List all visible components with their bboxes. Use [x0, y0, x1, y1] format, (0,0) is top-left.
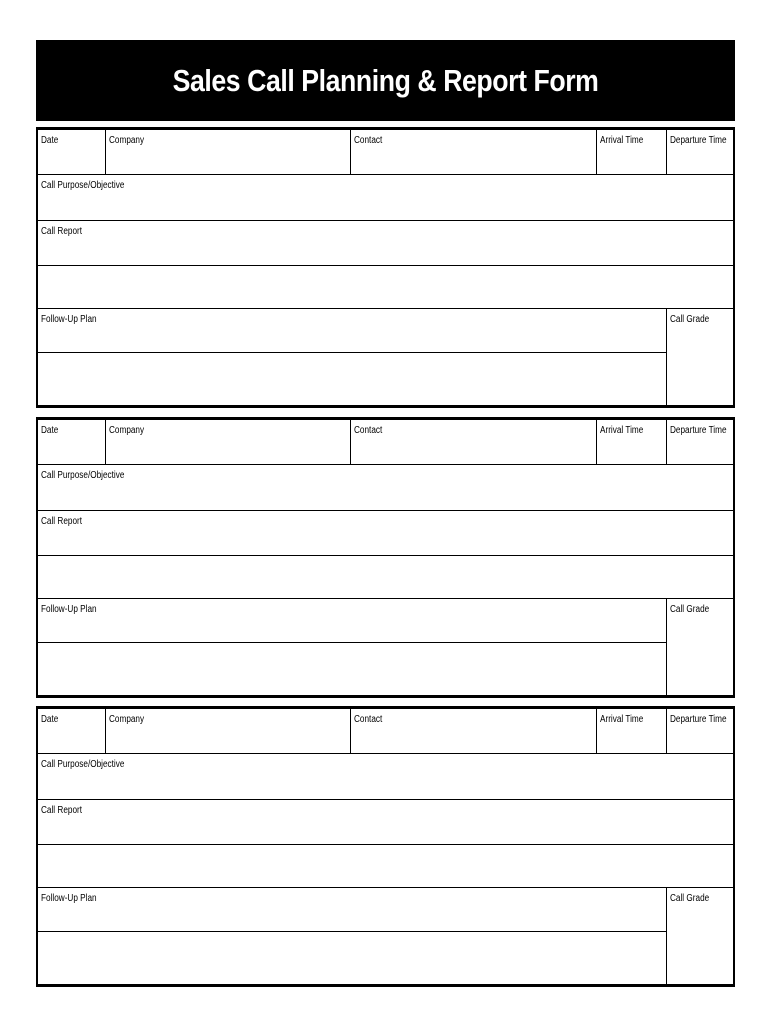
- follow-up-plan-label: Follow-Up Plan: [41, 893, 97, 904]
- call-purpose-label: Call Purpose/Objective: [41, 759, 125, 770]
- follow-up-plan-continued-field[interactable]: [38, 643, 666, 695]
- call-report-continued-field[interactable]: [38, 266, 733, 308]
- departure-time-label: Departure Time: [670, 135, 727, 146]
- call-report-field[interactable]: [38, 800, 733, 844]
- call-form-1: [36, 127, 735, 408]
- call-form-3: [36, 706, 735, 987]
- title-bar: [36, 40, 735, 121]
- divider: [596, 420, 597, 464]
- follow-up-plan-field[interactable]: [38, 309, 666, 352]
- date-field[interactable]: [38, 420, 106, 464]
- call-purpose-field[interactable]: [38, 175, 733, 220]
- divider: [666, 709, 667, 753]
- departure-time-label: Departure Time: [670, 714, 727, 725]
- call-report-field[interactable]: [38, 511, 733, 555]
- company-field[interactable]: [106, 130, 351, 174]
- call-purpose-field[interactable]: [38, 754, 733, 799]
- divider: [350, 130, 351, 174]
- follow-up-plan-continued-field[interactable]: [38, 353, 666, 405]
- company-label: Company: [109, 714, 145, 725]
- follow-up-plan-label: Follow-Up Plan: [41, 604, 97, 615]
- call-report-continued-field[interactable]: [38, 556, 733, 598]
- call-grade-field[interactable]: [667, 888, 733, 984]
- date-field[interactable]: [38, 709, 106, 753]
- follow-up-plan-label: Follow-Up Plan: [41, 314, 97, 325]
- date-field[interactable]: [38, 130, 106, 174]
- date-label: Date: [41, 714, 59, 725]
- call-grade-label: Call Grade: [670, 893, 710, 904]
- call-purpose-label: Call Purpose/Objective: [41, 180, 125, 191]
- call-report-label: Call Report: [41, 226, 83, 237]
- company-field[interactable]: [106, 709, 351, 753]
- divider: [596, 709, 597, 753]
- call-report-continued-field[interactable]: [38, 845, 733, 887]
- arrival-time-field[interactable]: [597, 420, 667, 464]
- departure-time-label: Departure Time: [670, 425, 727, 436]
- divider: [666, 420, 667, 464]
- company-label: Company: [109, 425, 145, 436]
- date-label: Date: [41, 135, 59, 146]
- call-purpose-field[interactable]: [38, 465, 733, 510]
- call-grade-label: Call Grade: [670, 604, 710, 615]
- divider: [105, 709, 106, 753]
- date-label: Date: [41, 425, 59, 436]
- company-field[interactable]: [106, 420, 351, 464]
- contact-field[interactable]: [351, 130, 597, 174]
- departure-time-field[interactable]: [667, 709, 733, 753]
- call-report-label: Call Report: [41, 516, 83, 527]
- contact-field[interactable]: [351, 420, 597, 464]
- page-title: Sales Call Planning & Report Form: [172, 62, 599, 98]
- follow-up-plan-field[interactable]: [38, 599, 666, 642]
- follow-up-plan-continued-field[interactable]: [38, 932, 666, 984]
- divider: [666, 130, 667, 174]
- divider: [105, 130, 106, 174]
- call-report-label: Call Report: [41, 805, 83, 816]
- call-purpose-label: Call Purpose/Objective: [41, 470, 125, 481]
- call-grade-field[interactable]: [667, 309, 733, 405]
- contact-field[interactable]: [351, 709, 597, 753]
- divider: [350, 709, 351, 753]
- arrival-time-field[interactable]: [597, 709, 667, 753]
- call-form-2: [36, 417, 735, 698]
- call-grade-field[interactable]: [667, 599, 733, 695]
- departure-time-field[interactable]: [667, 130, 733, 174]
- divider: [105, 420, 106, 464]
- arrival-time-label: Arrival Time: [600, 135, 644, 146]
- departure-time-field[interactable]: [667, 420, 733, 464]
- divider: [596, 130, 597, 174]
- contact-label: Contact: [354, 425, 383, 436]
- arrival-time-label: Arrival Time: [600, 714, 644, 725]
- arrival-time-label: Arrival Time: [600, 425, 644, 436]
- divider: [350, 420, 351, 464]
- arrival-time-field[interactable]: [597, 130, 667, 174]
- company-label: Company: [109, 135, 145, 146]
- contact-label: Contact: [354, 135, 383, 146]
- call-report-field[interactable]: [38, 221, 733, 265]
- call-grade-label: Call Grade: [670, 314, 710, 325]
- follow-up-plan-field[interactable]: [38, 888, 666, 931]
- contact-label: Contact: [354, 714, 383, 725]
